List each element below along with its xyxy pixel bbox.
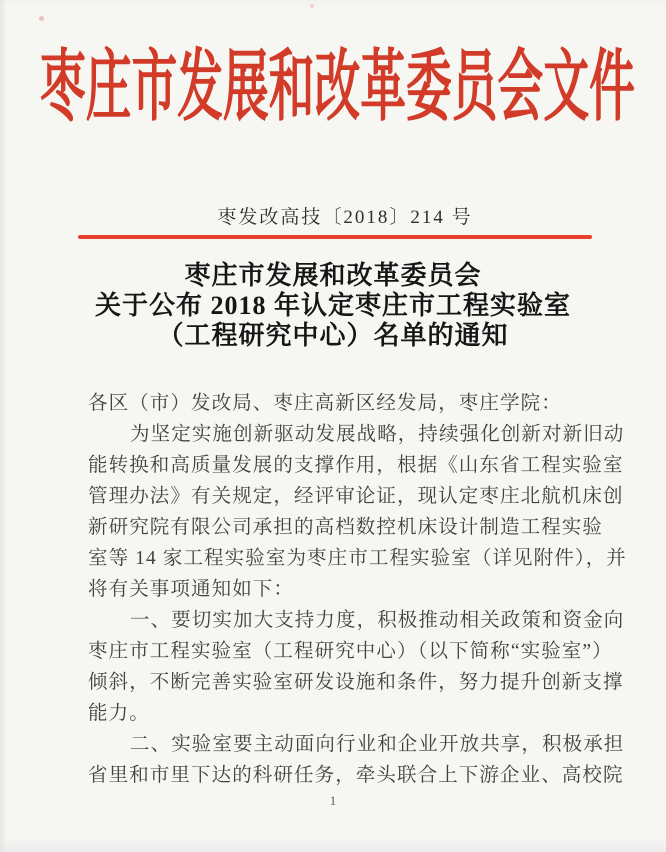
notice-title-line1: 枣庄市发展和改革委员会 [184, 261, 482, 290]
scan-speck [39, 16, 44, 21]
body-line: 管理办法》有关规定，经评审论证，现认定枣庄北航机床创 [88, 486, 624, 507]
body-line: 枣庄市工程实验室（工程研究中心）（以下简称“实验室”） [88, 641, 613, 662]
document-number: 枣发改高技〔2018〕214 号 [217, 207, 473, 228]
body-line: 倾斜，不断完善实验室研发设施和条件，努力提升创新支撑 [88, 672, 624, 693]
body-line: 省里和市里下达的科研任务，牵头联合上下游企业、高校院 [88, 765, 624, 786]
body-line: 能转换和高质量发展的支撑作用，根据《山东省工程实验室 [88, 455, 624, 476]
body-line: 二、实验室要主动面向行业和企业开放共享，积极承担 [130, 734, 625, 755]
body-line: 将有关事项通知如下： [88, 579, 295, 600]
body-line: 为坚定实施创新驱动发展战略，持续强化创新对新旧动 [130, 424, 625, 445]
notice-title-line3: （工程研究中心）名单的通知 [157, 321, 509, 350]
body-line: 一、要切实加大支持力度，积极推动相关政策和资金向 [130, 610, 625, 631]
notice-title-line2: 关于公布 2018 年认定枣庄市工程实验室 [94, 291, 571, 320]
red-divider-line [78, 235, 592, 239]
document-header-title: 枣庄市发展和改革委员会文件 [39, 45, 635, 131]
document-body [88, 388, 627, 791]
scan-speck [310, 4, 314, 8]
body-line: 能力。 [88, 703, 150, 724]
page-number: 1 [329, 793, 337, 808]
body-line: 新研究院有限公司承担的高档数控机床设计制造工程实验 [88, 517, 604, 538]
body-line: 各区（市）发改局、枣庄高新区经发局，枣庄学院： [88, 393, 562, 414]
notice-title [0, 261, 666, 351]
body-line: 室等 14 家工程实验室为枣庄市工程实验室（详见附件），并 [88, 548, 627, 569]
